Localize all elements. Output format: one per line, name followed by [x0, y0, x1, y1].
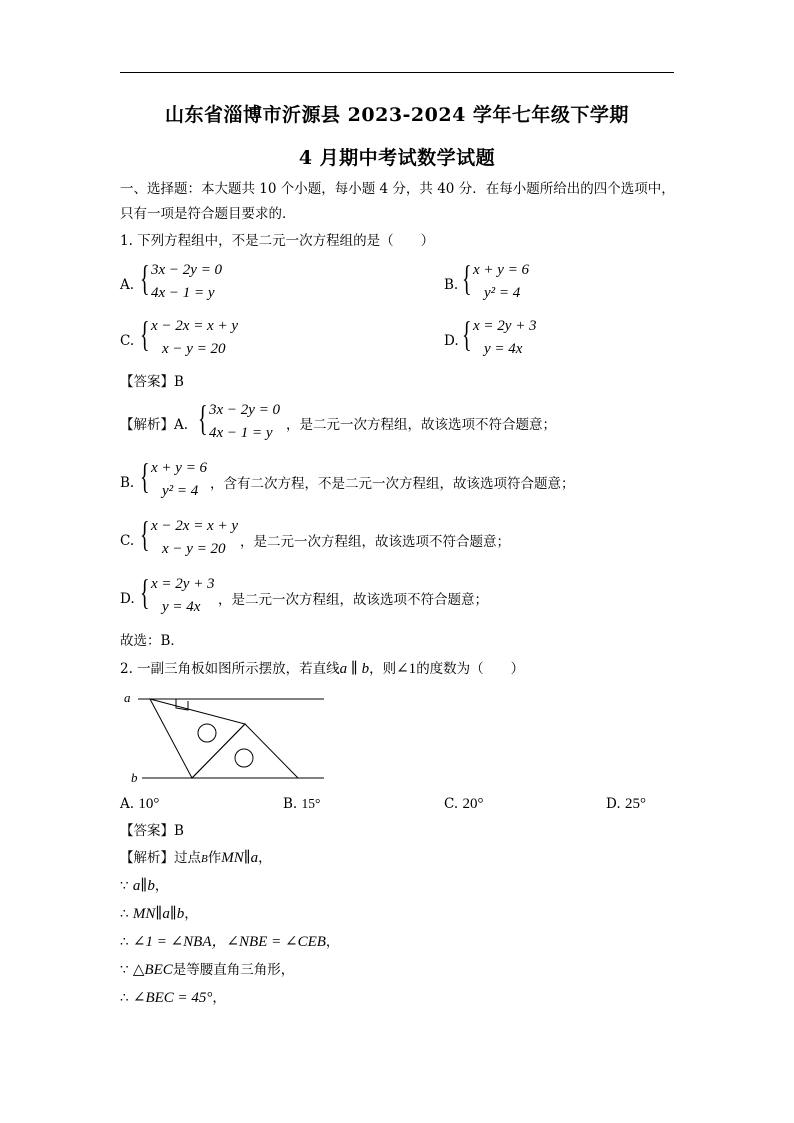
equation: x = 2y + 3: [473, 318, 537, 334]
equation: x − y = 20: [162, 341, 226, 357]
q1-analysis-d-label: D.: [120, 591, 135, 607]
q2-stem-pre: 2. 一副三角板如图所示摆放，若直线: [120, 661, 340, 677]
q2-step: ∵ △BEC是等腰直角三角形，: [120, 962, 295, 978]
q2-analysis-prefix: 【解析】过点: [120, 850, 201, 866]
brace-icon: {: [462, 314, 472, 354]
top-rule: [120, 72, 674, 73]
q2-stem: [120, 660, 524, 679]
q1-answer: 【答案】B: [120, 374, 184, 390]
q2-option-c: C. 20°: [444, 796, 484, 812]
section-intro-line2: 只有一项是符合题目要求的．: [120, 206, 296, 222]
q2-option-a: A. 10°: [120, 796, 160, 812]
q1-option-d-system: [462, 314, 582, 362]
equation: 4x − 1 = y: [209, 425, 273, 441]
brace-icon: {: [140, 514, 150, 554]
q2-step: ∴ ∠BEC = 45°，: [120, 990, 226, 1006]
q2-step: ∴ MN∥a∥b，: [120, 906, 198, 922]
q1-analysis-a-text: ，是二元一次方程组，故该选项不符合题意；: [286, 417, 556, 433]
q1-analysis-d-text: ，是二元一次方程组，故该选项不符合题意；: [218, 592, 488, 608]
brace-icon: {: [198, 398, 208, 438]
hole-circle: [198, 724, 216, 742]
q1-conclusion: 故选：B．: [120, 633, 184, 649]
q2-option-b: B. 15°: [283, 796, 321, 812]
q1-analysis-c-text: ，是二元一次方程组，故该选项不符合题意；: [240, 534, 510, 550]
brace-icon: {: [140, 572, 150, 612]
equation: y = 4x: [162, 599, 201, 615]
line-a-label: a: [124, 690, 131, 705]
q1-option-a-system: [140, 258, 260, 306]
equation: 3x − 2y = 0: [151, 262, 223, 278]
equation: y² = 4: [162, 483, 199, 499]
equation: y² = 4: [484, 285, 521, 301]
section-intro-line1: 一、选择题：本大题共 10 个小题，每小题 4 分，共 40 分．在每小题所给出的四个选项中，: [120, 181, 675, 197]
q1-analysis-prefix: 【解析】A.: [120, 417, 189, 433]
equation: x − y = 20: [162, 541, 226, 557]
q2-stem-angle: ∠1: [396, 661, 417, 677]
q2-stem-math: a ∥ b: [339, 661, 370, 677]
q2-stem-mid: ，则: [369, 661, 397, 677]
equation: 3x − 2y = 0: [209, 402, 281, 418]
equation: x = 2y + 3: [151, 576, 215, 592]
brace-icon: {: [140, 456, 150, 496]
triangle-45: [192, 724, 298, 778]
q1-option-b-system: [462, 258, 582, 306]
q1-option-c-label: C.: [120, 333, 135, 349]
q2-answer: 【答案】B: [120, 823, 184, 839]
q1-analysis-d-system: [140, 572, 230, 620]
set-square-figure: [120, 688, 330, 784]
q1-analysis-b-text: ，含有二次方程，不是二元一次方程组，故该选项符合题意；: [210, 476, 575, 492]
q2-analysis-point: B: [201, 853, 208, 865]
equation: x − 2x = x + y: [151, 318, 238, 334]
q1-analysis-c-system: [140, 514, 250, 562]
q1-option-a-label: A.: [120, 277, 135, 293]
equation: x − 2x = x + y: [151, 518, 238, 534]
brace-icon: {: [462, 258, 472, 298]
hole-circle: [235, 749, 253, 767]
q1-stem: 1. 下列方程组中，不是二元一次方程组的是（ ）: [120, 233, 435, 249]
equation: y = 4x: [484, 341, 523, 357]
q2-option-d: D. 25°: [606, 796, 646, 812]
equation: x + y = 6: [151, 460, 208, 476]
q1-analysis-c-label: C.: [120, 533, 135, 549]
q2-analysis-mid: 作: [207, 850, 222, 866]
q1-option-d-label: D.: [444, 333, 459, 349]
q1-analysis-a-system: [198, 398, 288, 446]
q1-option-b-label: B.: [444, 277, 459, 293]
brace-icon: {: [140, 314, 150, 354]
page-title-line2: 4 月期中考试数学试题: [298, 147, 496, 169]
q1-analysis-b-label: B.: [120, 475, 135, 491]
q1-analysis-b-system: [140, 456, 220, 504]
equation: x + y = 6: [473, 262, 530, 278]
q2-step: ∵ a∥b，: [120, 878, 169, 894]
q2-analysis-intro: [120, 849, 272, 869]
q2-step: ∴ ∠1 = ∠NBA，∠NBE = ∠CEB，: [120, 934, 340, 950]
q2-stem-post: 的度数为（ ）: [416, 661, 525, 677]
equation: 4x − 1 = y: [151, 285, 215, 301]
q1-option-c-system: [140, 314, 280, 362]
line-b-label: b: [131, 770, 138, 784]
brace-icon: {: [140, 258, 150, 298]
q2-analysis-end: ，: [258, 850, 272, 866]
page-title-line1: 山东省淄博市沂源县 2023-2024 学年七年级下学期: [165, 104, 629, 126]
q2-analysis-line: MN∥a: [221, 850, 259, 866]
